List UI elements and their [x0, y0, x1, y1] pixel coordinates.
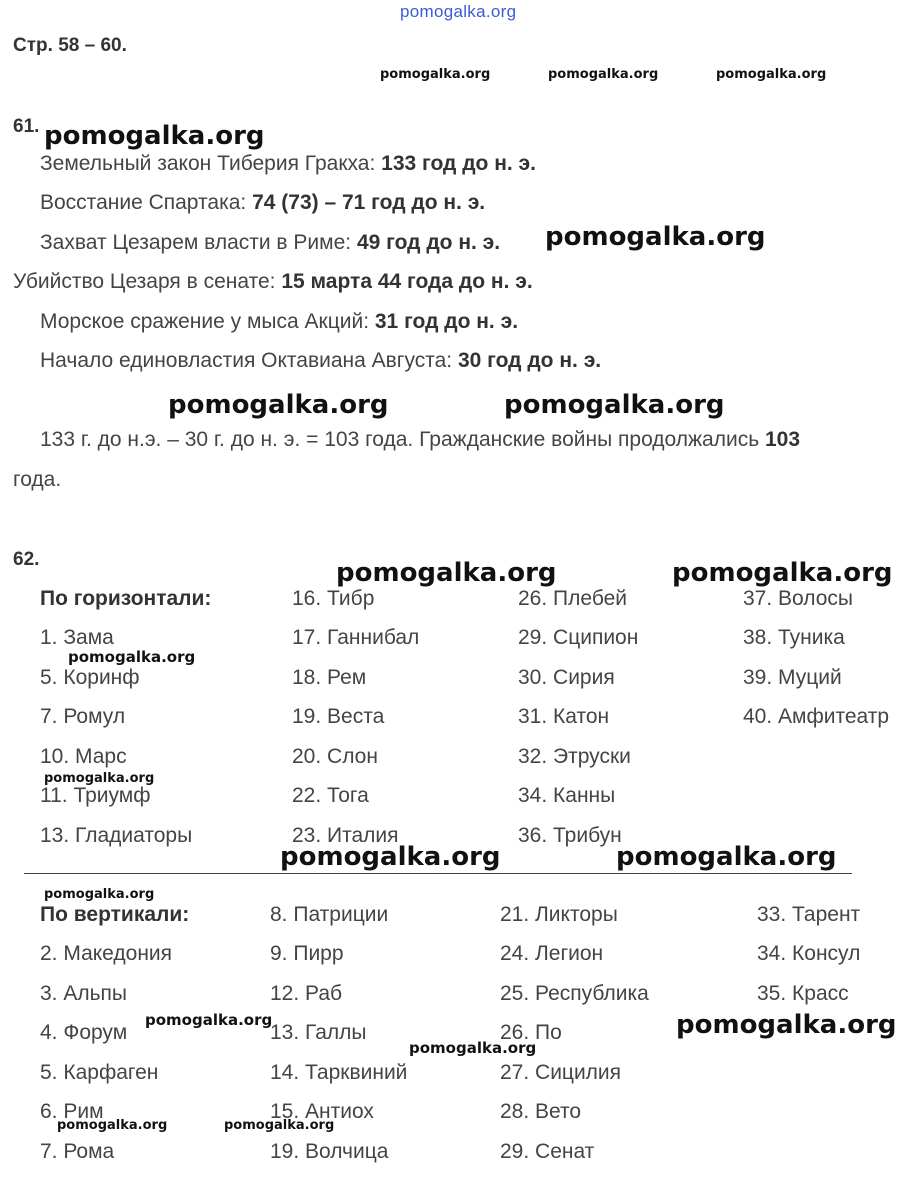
crossword-answer: 21. Ликторы [500, 903, 618, 926]
crossword-answer: 19. Волчица [270, 1140, 389, 1163]
event-line: Морское сражение у мыса Акций: 31 год до н. э. [40, 310, 519, 333]
crossword-answer: 15. Антиох [270, 1100, 374, 1123]
crossword-answer: 30. Сирия [518, 666, 615, 689]
watermark: pomogalka.org [44, 771, 155, 786]
crossword-answer: 29. Сципион [518, 626, 639, 649]
crossword-answer: 35. Красс [757, 982, 849, 1005]
crossword-answer: 37. Волосы [743, 587, 854, 610]
calculation-line: 133 г. до н.э. – 30 г. до н. э. = 103 года. Гражданские войны продолжались 103 [40, 428, 801, 451]
watermark: pomogalka.org [224, 1118, 335, 1133]
event-line: Убийство Цезаря в сенате: 15 марта 44 года до н. э. [13, 270, 533, 293]
crossword-answer: 8. Патриции [270, 903, 389, 926]
watermark: pomogalka.org [409, 1039, 537, 1057]
crossword-answer: 7. Рома [40, 1140, 115, 1163]
event-line: Восстание Спартака: 74 (73) – 71 год до н. э. [40, 191, 486, 214]
watermark: pomogalka.org [145, 1011, 273, 1029]
watermark: pomogalka.org [548, 67, 659, 82]
horizontal-header: По горизонтали: [40, 587, 212, 610]
crossword-answer: 29. Сенат [500, 1140, 595, 1163]
crossword-answer: 34. Канны [518, 784, 616, 807]
crossword-answer: 33. Тарент [757, 903, 861, 926]
crossword-answer: 34. Консул [757, 942, 861, 965]
event-line: Земельный закон Тиберия Гракха: 133 год до н. э. [40, 152, 536, 175]
watermark: pomogalka.org [336, 558, 557, 588]
crossword-answer: 4. Форум [40, 1021, 128, 1044]
top-watermark: pomogalka.org [400, 2, 517, 21]
watermark: pomogalka.org [168, 390, 389, 420]
task-61-number: 61. [13, 116, 40, 137]
watermark: pomogalka.org [68, 648, 196, 666]
watermark: pomogalka.org [545, 222, 766, 252]
crossword-answer: 40. Амфитеатр [743, 705, 890, 728]
watermark: pomogalka.org [504, 390, 725, 420]
crossword-answer: 22. Тога [292, 784, 369, 807]
crossword-answer: 26. По [500, 1021, 562, 1044]
crossword-answer: 1. Зама [40, 626, 114, 649]
crossword-answer: 17. Ганнибал [292, 626, 420, 649]
crossword-answer: 25. Республика [500, 982, 649, 1005]
watermark: pomogalka.org [616, 842, 837, 872]
crossword-answer: 36. Трибун [518, 824, 622, 847]
crossword-answer: 20. Слон [292, 745, 378, 768]
crossword-answer: 13. Гладиаторы [40, 824, 193, 847]
crossword-answer: 11. Триумф [40, 784, 151, 807]
crossword-answer: 12. Раб [270, 982, 343, 1005]
watermark: pomogalka.org [380, 67, 491, 82]
watermark: pomogalka.org [57, 1118, 168, 1133]
crossword-answer: 10. Марс [40, 745, 127, 768]
event-line: Начало единовластия Октавиана Августа: 30 год до н. э. [40, 349, 602, 372]
crossword-answer: 16. Тибр [292, 587, 375, 610]
crossword-answer: 2. Македония [40, 942, 173, 965]
crossword-answer: 14. Тарквиний [270, 1061, 408, 1084]
watermark: pomogalka.org [716, 67, 827, 82]
crossword-answer: 18. Рем [292, 666, 367, 689]
crossword-answer: 9. Пирр [270, 942, 344, 965]
crossword-answer: 26. Плебей [518, 587, 628, 610]
crossword-answer: 24. Легион [500, 942, 604, 965]
watermark: pomogalka.org [676, 1010, 897, 1040]
crossword-answer: 31. Катон [518, 705, 610, 728]
crossword-answer: 3. Альпы [40, 982, 128, 1005]
crossword-answer: 13. Галлы [270, 1021, 367, 1044]
crossword-answer: 6. Рим [40, 1100, 104, 1123]
crossword-answer: 38. Туника [743, 626, 845, 649]
watermark: pomogalka.org [280, 842, 501, 872]
crossword-answer: 28. Вето [500, 1100, 582, 1123]
section-divider [24, 873, 852, 874]
watermark: pomogalka.org [672, 558, 893, 588]
crossword-answer: 23. Италия [292, 824, 399, 847]
crossword-answer: 5. Карфаген [40, 1061, 159, 1084]
crossword-answer: 27. Сицилия [500, 1061, 622, 1084]
task-62-number: 62. [13, 549, 40, 570]
crossword-answer: 32. Этруски [518, 745, 631, 768]
page-range-heading: Стр. 58 – 60. [13, 35, 127, 56]
vertical-header: По вертикали: [40, 903, 190, 926]
event-line: Захват Цезарем власти в Риме: 49 год до н. э. [40, 231, 501, 254]
watermark: pomogalka.org [44, 121, 265, 151]
watermark: pomogalka.org [44, 887, 155, 902]
crossword-answer: 7. Ромул [40, 705, 126, 728]
crossword-answer: 19. Веста [292, 705, 385, 728]
crossword-answer: 5. Коринф [40, 666, 140, 689]
calculation-line-end: года. [13, 468, 62, 491]
crossword-answer: 39. Муций [743, 666, 842, 689]
